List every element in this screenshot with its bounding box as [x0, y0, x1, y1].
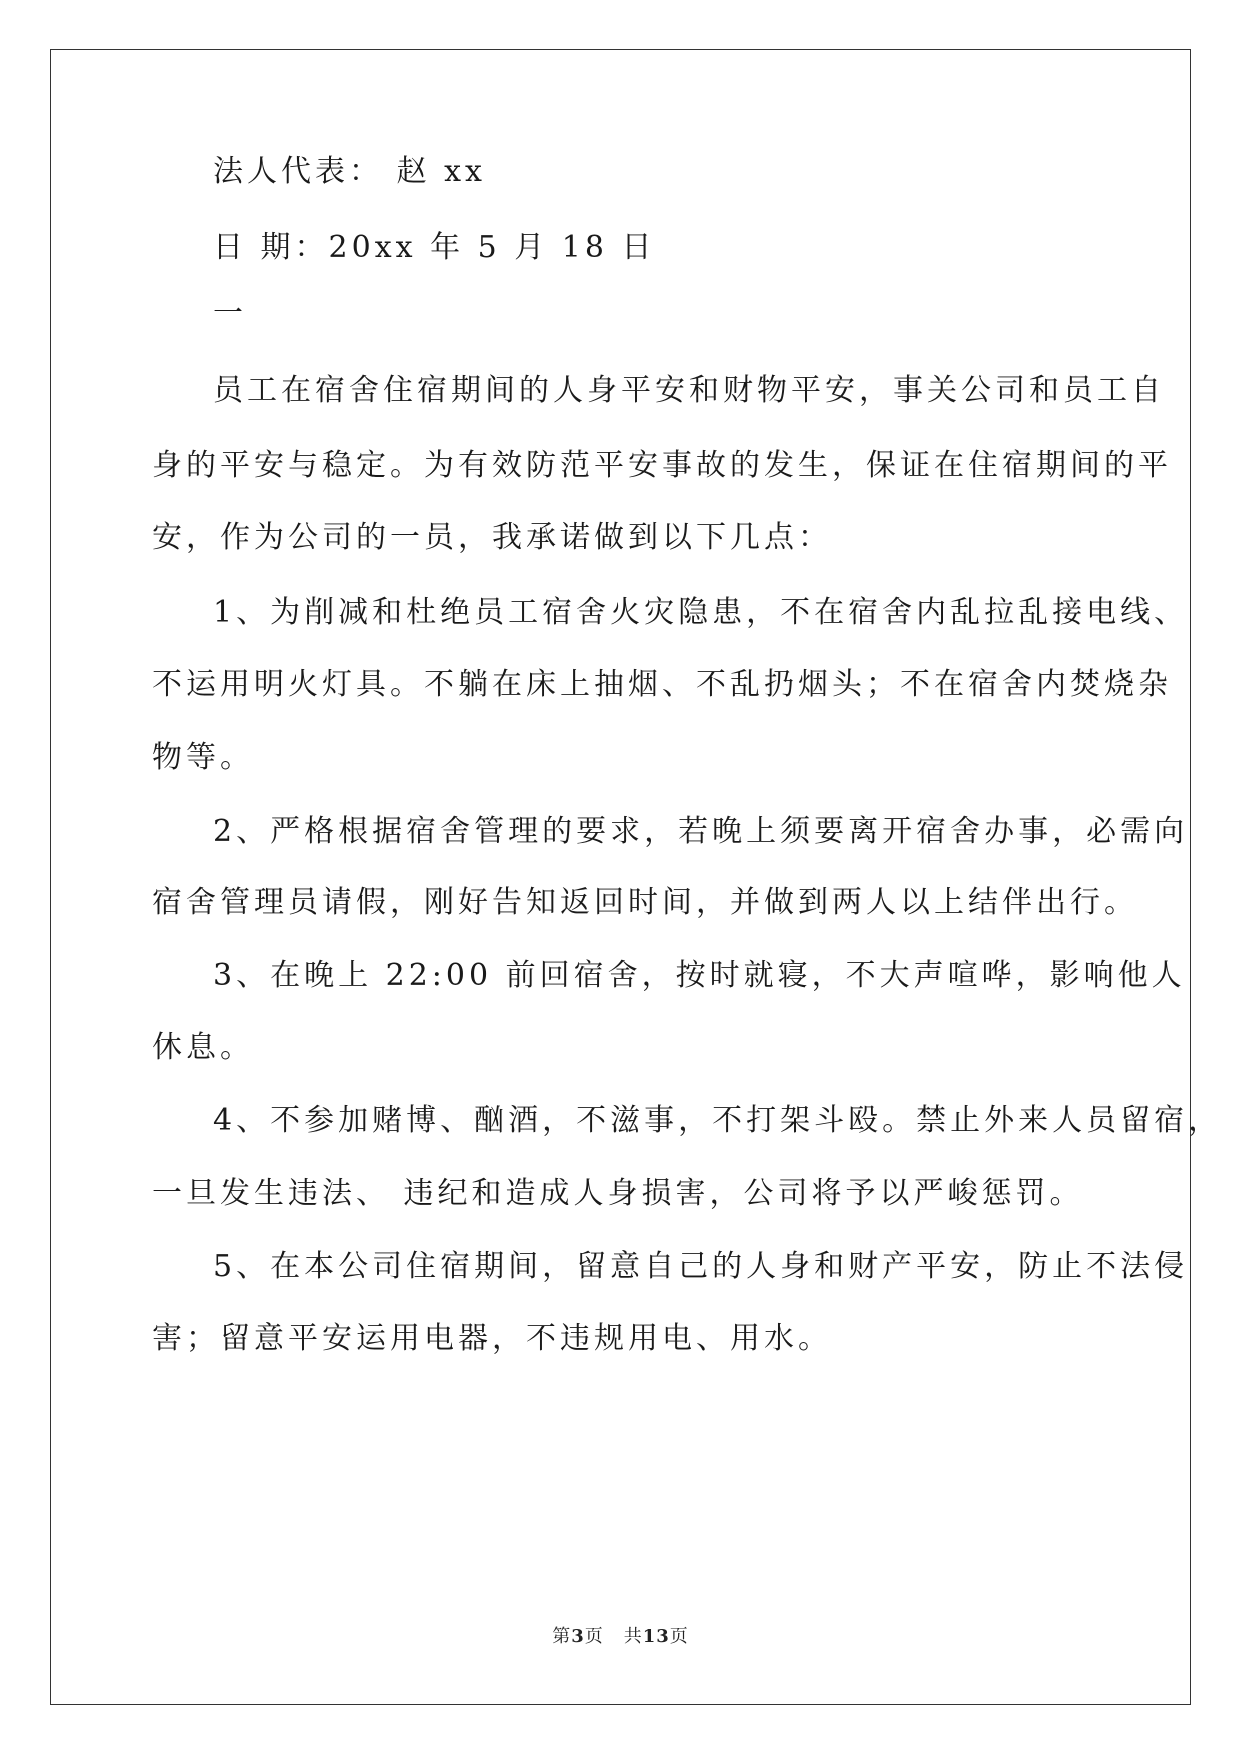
item-1-line: 1、为削减和杜绝员工宿舍火灾隐患，不在宿舍内乱拉乱接电线、: [213, 595, 1189, 630]
intro-line: 身的平安与稳定。为有效防范平安事故的发生，保证在住宿期间的平: [152, 448, 1172, 483]
item-4-line: 4、不参加赌博、酗酒，不滋事，不打架斗殴。禁止外来人员留宿，: [213, 1103, 1223, 1138]
document-date: 日 期：20xx 年 5 月 18 日: [213, 230, 656, 265]
legal-representative: 法人代表： 赵 xx: [213, 154, 486, 189]
page-suffix: 页: [584, 1626, 604, 1647]
intro-line: 员工在宿舍住宿期间的人身平安和财物平安，事关公司和员工自: [213, 373, 1165, 408]
page-prefix: 第: [552, 1626, 572, 1647]
page-current: 3: [571, 1626, 585, 1647]
section-mark: 一: [213, 296, 247, 331]
item-5-line: 5、在本公司住宿期间，留意自己的人身和财产平安，防止不法侵: [213, 1249, 1189, 1284]
total-prefix: 共: [623, 1626, 643, 1647]
item-2-line: 2、严格根据宿舍管理的要求，若晚上须要离开宿舍办事，必需向: [213, 814, 1189, 849]
total-suffix: 页: [669, 1626, 689, 1647]
page-footer: [0, 1622, 1241, 1648]
item-5-line: 害；留意平安运用电器，不违规用电、用水。: [152, 1321, 832, 1356]
item-1-line: 不运用明火灯具。不躺在床上抽烟、不乱扔烟头；不在宿舍内焚烧杂: [152, 667, 1172, 702]
item-3-line: 3、在晚上 22:00 前回宿舍，按时就寝，不大声喧哗，影响他人: [213, 958, 1186, 993]
intro-line: 安，作为公司的一员，我承诺做到以下几点：: [152, 520, 832, 555]
item-2-line: 宿舍管理员请假，刚好告知返回时间，并做到两人以上结伴出行。: [152, 885, 1138, 920]
item-4-line: 一旦发生违法、 违纪和造成人身损害，公司将予以严峻惩罚。: [152, 1176, 1084, 1211]
item-3-line: 休息。: [152, 1030, 254, 1065]
page-total: 13: [642, 1626, 670, 1647]
item-1-line: 物等。: [152, 740, 254, 775]
